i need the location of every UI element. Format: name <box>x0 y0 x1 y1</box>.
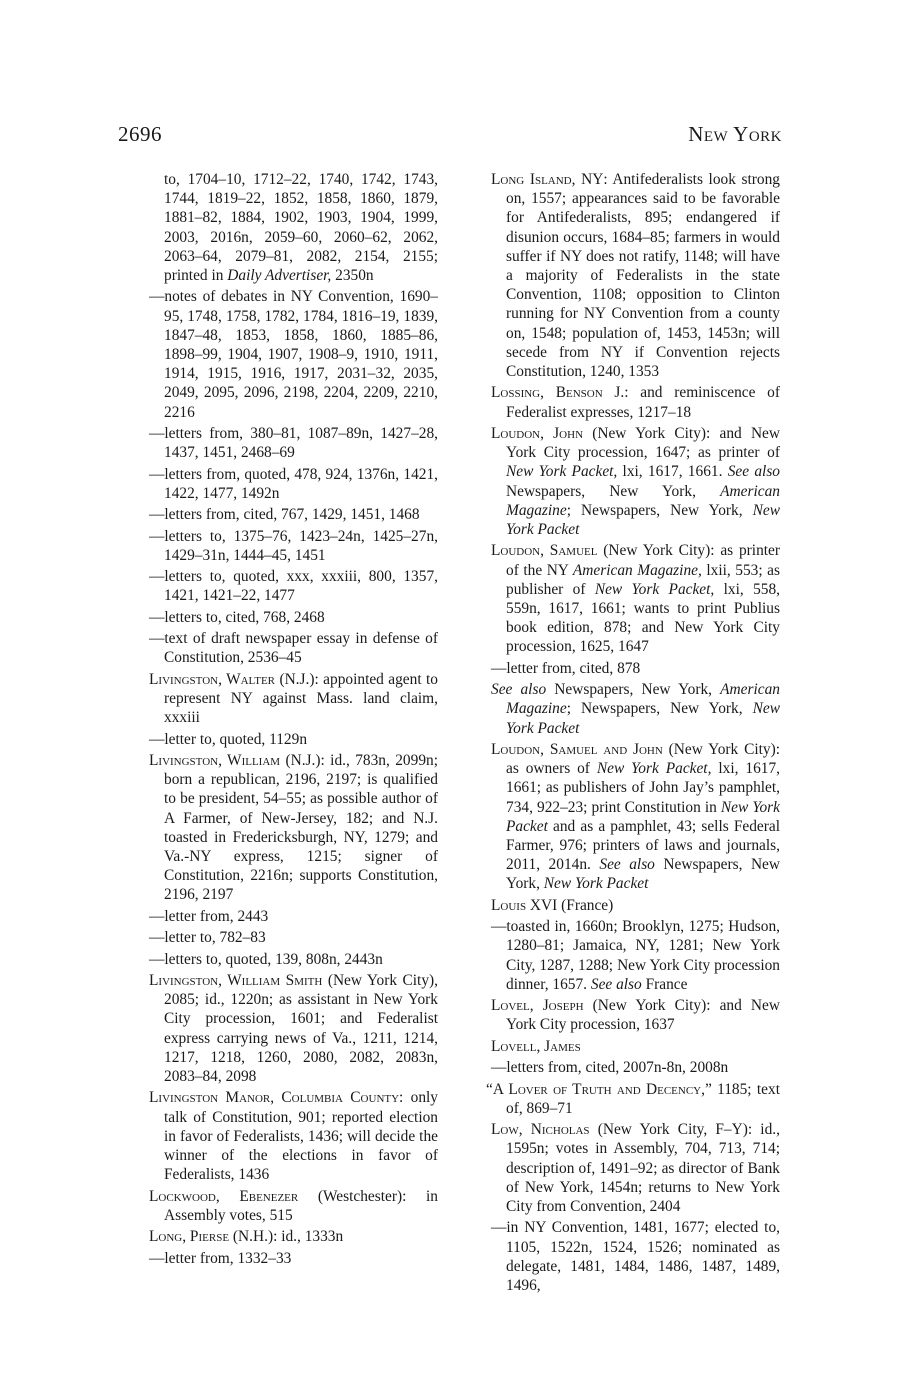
index-subentry: —letters from, quoted, 478, 924, 1376n, 1421, 1422, 1477, 1492n <box>149 465 438 502</box>
index-subentry: —letter from, 2443 <box>149 907 269 925</box>
index-entry: Livingston, William Smith (New York City), 2085; id., 1220n; as assistant in New York City procession, 1601; and Federalist express carrying news of Va., 1211, 1214, 1217, 1218, 1260, 2080, 2082, 2083n, 2083–84, 2098 <box>149 971 438 1085</box>
index-subentry: —in NY Convention, 1481, 1677; elected to, 1105, 1522n, 1524, 1526; nominated as delegate, 1481, 1484, 1486, 1487, 1489, 1496, <box>491 1219 780 1294</box>
index-entry: Lossing, Benson J.: and reminiscence of Federalist expresses, 1217–18 <box>491 384 780 421</box>
index-subentry: —letter from, 1332–33 <box>149 1249 292 1267</box>
index-entry: Loudon, John (New York City): and New York City procession, 1647; as printer of New York Packet, lxi, 1617, 1661. See also Newspapers, New York, American Magazine; Newspapers, New York, New York Packet <box>491 425 781 539</box>
index-subentry: —text of draft newspaper essay in defense of Constitution, 2536–45 <box>149 630 438 667</box>
index-entry: Low, Nicholas (New York City, F–Y): id., 1595n; votes in Assembly, 704, 713, 714; description of, 1491–92; as director of Bank of New York, 1454n; returns to New York City from Convention, 2404 <box>491 1121 780 1215</box>
index-entry: Livingston Manor, Columbia County: only talk of Constitution, 901; reported election in favor of Federalists, 1436; will decide the winner of the elections in favor of Federalists, 1436 <box>149 1089 438 1184</box>
index-entry: Loudon, Samuel (New York City): as printer of the NY American Magazine, lxii, 553; as publisher of New York Packet, lxi, 558, 559n, 1617, 1661; wants to print Publius book edition, 878; and New York City procession, 1625, 1647 <box>491 542 780 656</box>
index-subentry: —letters to, quoted, xxx, xxxiii, 800, 1357, 1421, 1421–22, 1477 <box>149 568 438 605</box>
index-subentry: —letters to, quoted, 139, 808n, 2443n <box>149 950 383 968</box>
index-column-left <box>149 170 438 1270</box>
index-entry: Lovel, Joseph (New York City): and New York City procession, 1637 <box>491 997 780 1034</box>
index-entry: Lovell, James <box>491 1037 581 1055</box>
index-column-right <box>486 170 781 1297</box>
index-subentry: to, 1704–10, 1712–22, 1740, 1742, 1743, 1744, 1819–22, 1852, 1858, 1860, 1879, 1881–82, 1884, 1902, 1903, 1904, 1999, 2003, 2016n, 2059–60, 2060–62, 2062, 2063–64, 2079–81, 2082, 2154, 2155; printed in Daily Advertiser, 2350n <box>164 171 438 285</box>
index-subentry: —letters to, 1375–76, 1423–24n, 1425–27n, 1429–31n, 1444–45, 1451 <box>149 527 438 564</box>
page-header <box>118 122 782 152</box>
index-subentry: —letters from, cited, 2007n-8n, 2008n <box>491 1059 729 1077</box>
index-subentry: —toasted in, 1660n; Brooklyn, 1275; Hudson, 1280–81; Jamaica, NY, 1281; New York City, 1287, 1288; New York City procession dinner, 1657. See also France <box>491 918 780 993</box>
index-subentry: —letter to, quoted, 1129n <box>149 730 308 748</box>
index-entry: Livingston, William (N.J.): id., 783n, 2099n; born a republican, 2196, 2197; is qualified to be president, 54–55; as possible author of A Farmer, of New-Jersey, 182; and N.J. toasted in Fredericksburgh, NY, 1279; and Va.-NY express, 1215; signer of Constitution, 2216n; supports Constitution, 2196, 2197 <box>149 751 438 904</box>
index-subentry: —letter to, 782–83 <box>149 929 266 947</box>
index-entry: Long, Pierse (N.H.): id., 1333n <box>149 1228 344 1246</box>
index-entry: Louis XVI (France) <box>491 896 614 914</box>
running-head: New York <box>688 122 782 146</box>
index-entry: Loudon, Samuel and John (New York City): as owners of New York Packet, lxi, 1617, 1661; as publishers of John Jay’s pamphlet, 734, 922–23; print Constitution in New York Packet and as a pamphlet, 43; sells Federal Farmer, 976; printers of laws and journals, 2011, 2014n. See also Newspapers, New York, New York Packet <box>491 741 780 893</box>
index-subentry: —letters to, cited, 768, 2468 <box>149 608 325 626</box>
index-entry: Lockwood, Ebenezer (Westchester): in Assembly votes, 515 <box>149 1187 438 1224</box>
index-entry: Long Island, NY: Antifederalists look strong on, 1557; appearances said to be favorable for Antifederalists, 895; endangered if disunion occurs, 1684–85; farmers in would suffer if NY does not ratify, 1148; will have a majority of Federalists in the state Convention, 1108; opposition to Clinton running for NY Convention from a county on, 1548; population of, 1453, 1453n; will secede from NY if Convention rejects Constitution, 1240, 1353 <box>491 171 780 381</box>
index-subentry: —letter from, cited, 878 <box>491 659 641 677</box>
index-subentry: —notes of debates in NY Convention, 1690–95, 1748, 1758, 1782, 1784, 1816–19, 1839, 1847–48, 1853, 1858, 1860, 1885–86, 1898–99, 1904, 1907, 1908–9, 1910, 1911, 1914, 1915, 1916, 1917, 2031–32, 2035, 2049, 2095, 2096, 2198, 2204, 2209, 2210, 2216 <box>149 288 438 421</box>
index-subentry: —letters from, 380–81, 1087–89n, 1427–28, 1437, 1451, 2468–69 <box>149 425 438 462</box>
index-entry: “A Lover of Truth and Decency,” 1185; text of, 869–71 <box>486 1080 780 1117</box>
index-subentry: —letters from, cited, 767, 1429, 1451, 1468 <box>149 506 420 524</box>
page-number: 2696 <box>118 122 162 146</box>
index-entry: See also Newspapers, New York, American Magazine; Newspapers, New York, New York Packet <box>491 681 780 737</box>
index-entry: Livingston, Walter (N.J.): appointed agent to represent NY against Mass. land claim, xxxiii <box>149 670 438 727</box>
